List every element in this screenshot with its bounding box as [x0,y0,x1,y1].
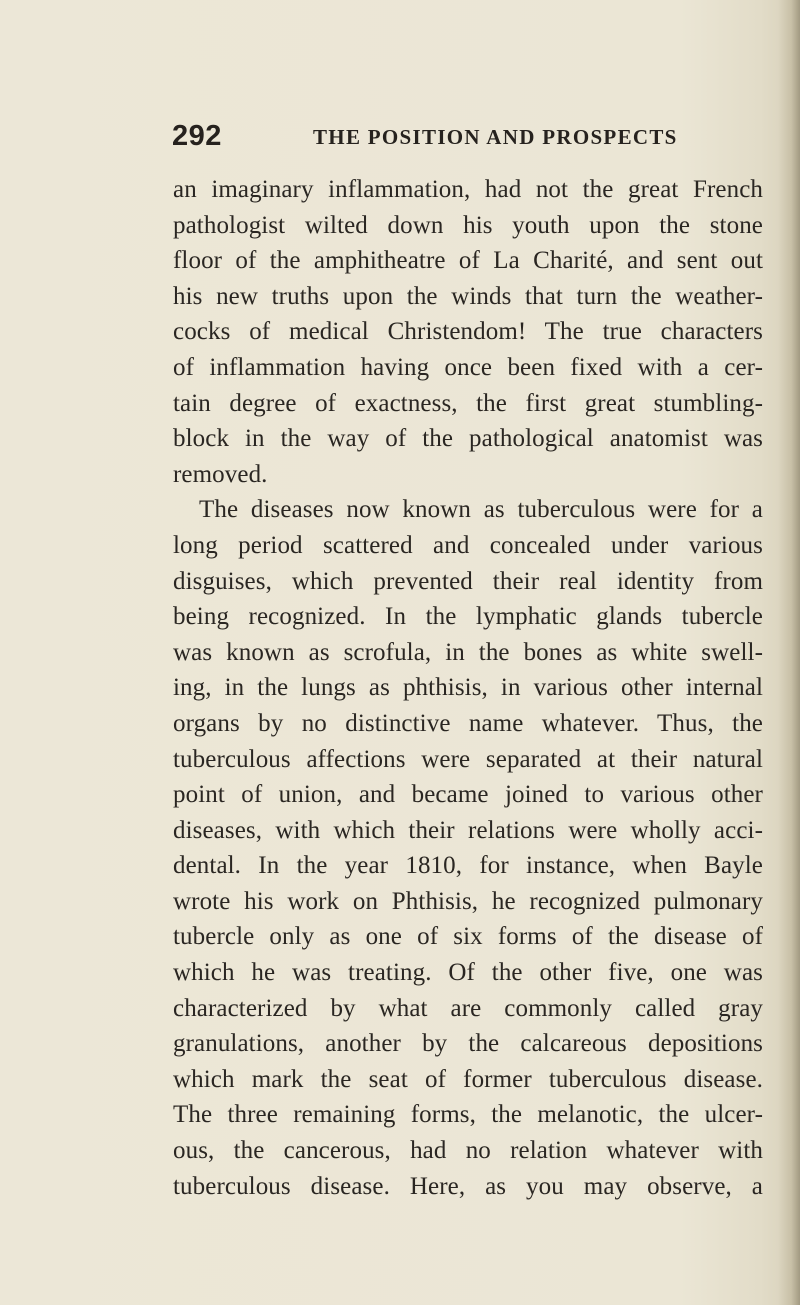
text-line: granulations, another by the calcareous depositions [173,1030,763,1058]
text-line: which he was treating. Of the other five, one was [173,959,763,987]
text-line: tuberculous affections were separated at their natural [173,745,763,773]
text-line: block in the way of the pathological anatomist was [173,425,763,453]
text-line: was known as scrofula, in the bones as white swell- [173,638,763,666]
text-line: point of union, and became joined to various other [173,781,763,809]
text-line: characterized by what are commonly called gray [173,994,763,1022]
text-line: cocks of medical Christendom! The true characters [173,318,763,346]
running-head [172,120,772,160]
text-line: organs by no distinctive name whatever. Thus, the [173,709,763,737]
text-line: of inflammation having once been fixed with a cer- [173,353,763,381]
text-line: tubercle only as one of six forms of the disease of [173,923,763,951]
text-line: tuberculous disease. Here, as you may observe, a [173,1172,763,1200]
text-line: tain degree of exactness, the first great stumbling- [173,389,763,417]
page-number: 292 [172,120,222,152]
text-line: The three remaining forms, the melanotic, the ulcer- [173,1101,763,1129]
text-line-paragraph-start: The diseases now known as tuberculous were for a [199,496,763,524]
text-line: floor of the amphitheatre of La Charité, and sent out [173,247,763,275]
text-line: wrote his work on Phthisis, he recognized pulmonary [173,887,763,915]
text-line: dental. In the year 1810, for instance, when Bayle [173,852,763,880]
text-line: ous, the cancerous, had no relation whatever with [173,1137,763,1165]
text-line: diseases, with which their relations were wholly acci- [173,816,763,844]
text-line-paragraph-end: removed. [173,460,268,488]
body-text [173,172,763,1204]
text-line: his new truths upon the winds that turn the weather- [173,282,763,310]
text-line: ing, in the lungs as phthisis, in various other internal [173,674,763,702]
running-title: THE POSITION AND PROSPECTS [313,125,678,149]
text-line: being recognized. In the lymphatic glands tubercle [173,603,763,631]
text-line: disguises, which prevented their real identity from [173,567,763,595]
text-line: which mark the seat of former tuberculous disease. [173,1065,763,1093]
text-line: long period scattered and concealed under various [173,531,763,559]
text-line: pathologist wilted down his youth upon the stone [173,211,763,239]
page-edge-shadow [778,0,800,1305]
text-line: an imaginary inflammation, had not the great French [173,176,763,203]
